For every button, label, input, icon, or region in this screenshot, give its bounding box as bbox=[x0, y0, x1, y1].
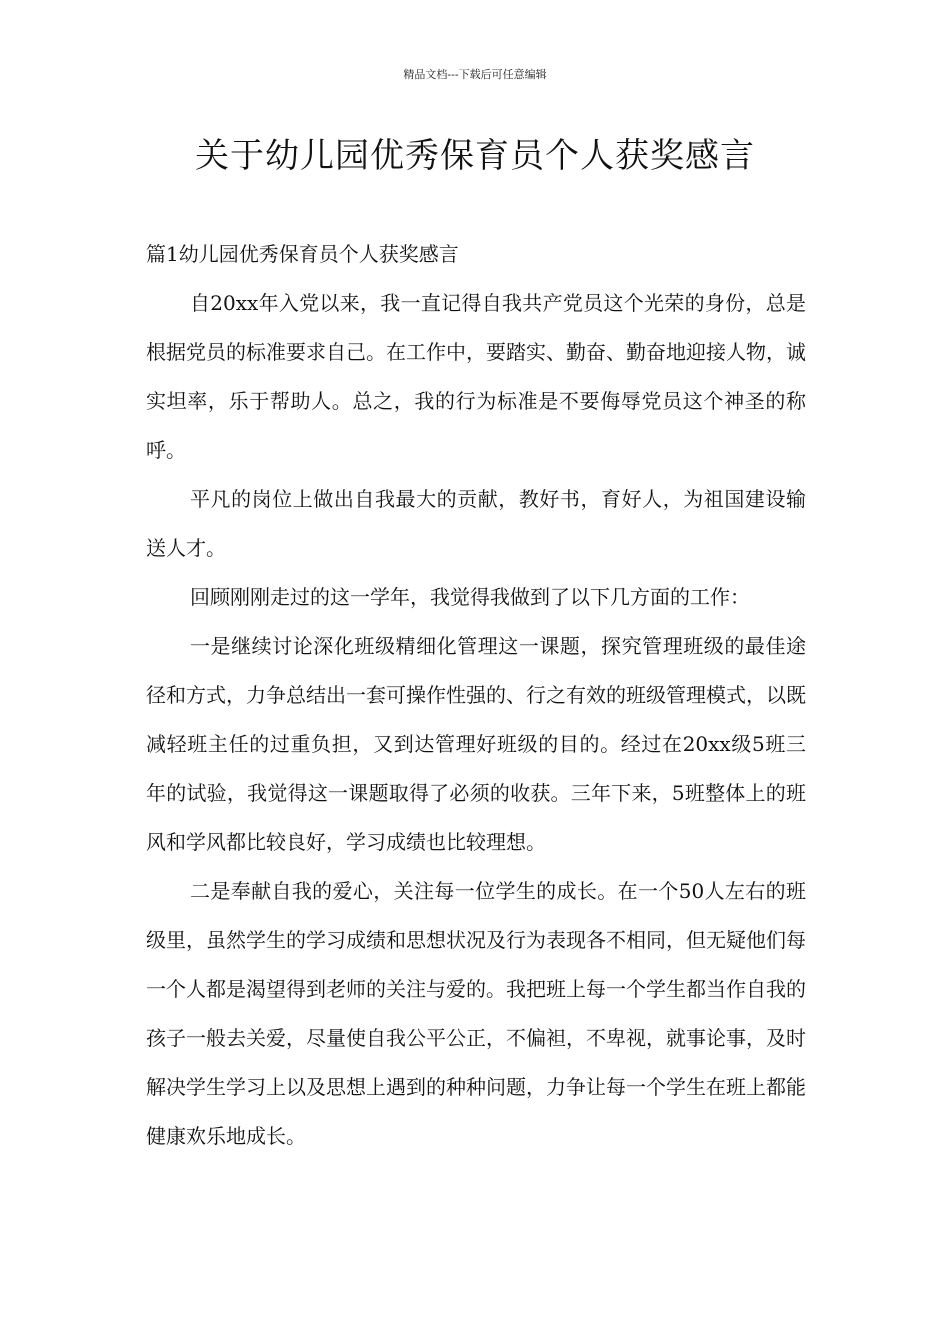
paragraph-party-member: 自20xx年入党以来，我一直记得自我共产党员这个光荣的身份，总是根据党员的标准要求自己。在工作中，要踏实、勤奋、勤奋地迎接人物，诚实坦率，乐于帮助人。总之，我的行为标准是不要侮辱党员这个神圣的称呼。 bbox=[146, 291, 806, 462]
document-body bbox=[146, 230, 806, 1161]
document-title: 关于幼儿园优秀保育员个人获奖感言 bbox=[195, 136, 755, 176]
paragraph-contribution: 平凡的岗位上做出自我最大的贡献，教好书，育好人，为祖国建设输送人才。 bbox=[146, 487, 806, 560]
paragraph-class-management: 一是继续讨论深化班级精细化管理这一课题，探究管理班级的最佳途径和方式，力争总结出一套可操作性强的、行之有效的班级管理模式，以既减轻班主任的过重负担，又到达管理好班级的目的。经过在20xx级5班三年的试验，我觉得这一课题取得了必须的收获。三年下来，5班整体上的班风和学风都比较良好，学习成绩也比较理想。 bbox=[146, 634, 806, 854]
section-heading: 篇1幼儿园优秀保育员个人获奖感言 bbox=[146, 242, 459, 266]
paragraph-care-students: 二是奉献自我的爱心，关注每一位学生的成长。在一个50人左右的班级里，虽然学生的学习成绩和思想状况及行为表现各不相同，但无疑他们每一个人都是渴望得到老师的关注与爱的。我把班上每一个学生都当作自我的孩子一般去关爱，尽量使自我公平公正，不偏袒，不卑视，就事论事，及时解决学生学习上以及思想上遇到的种种问题，力争让每一个学生在班上都能健康欢乐地成长。 bbox=[146, 879, 806, 1148]
paragraph-review: 回顾刚刚走过的这一学年，我觉得我做到了以下几方面的工作： bbox=[190, 585, 750, 609]
page-header: 精品文档---下载后可任意编辑 bbox=[403, 68, 547, 81]
